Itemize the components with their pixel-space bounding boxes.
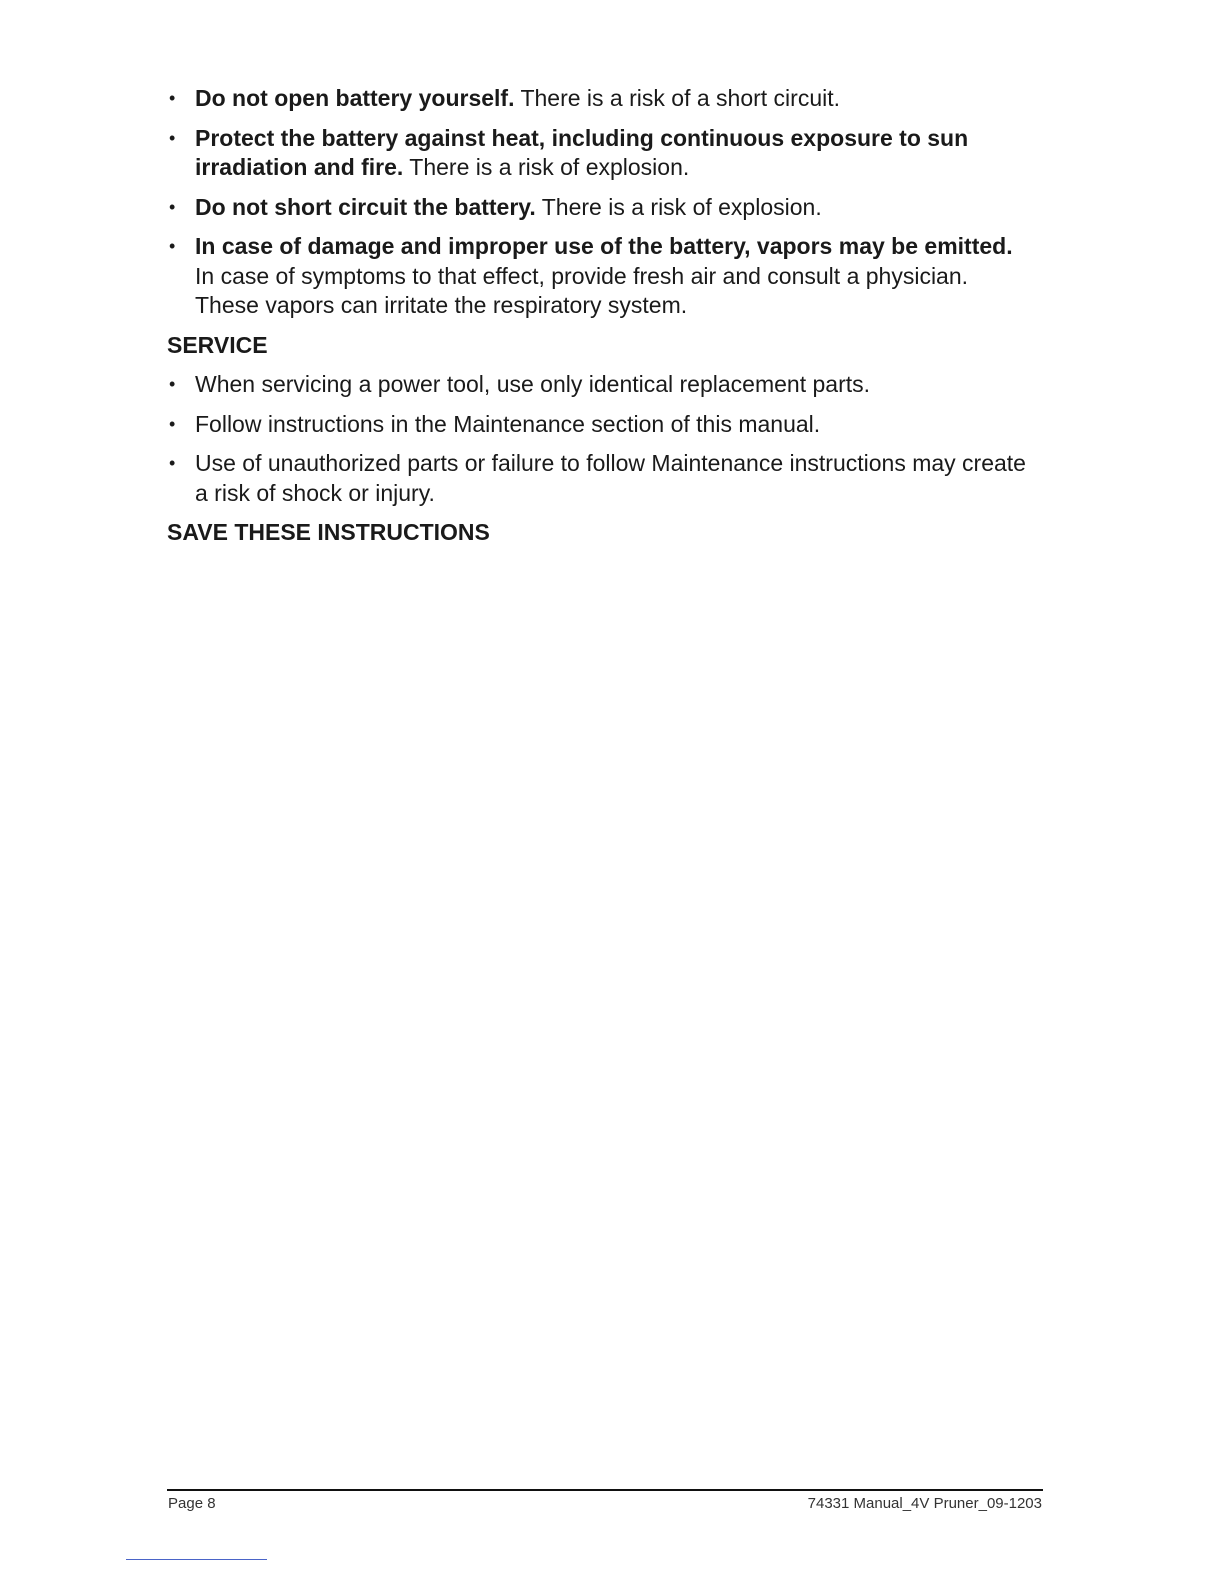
- list-item: [167, 84, 1037, 114]
- service-item-text: Follow instructions in the Maintenance section of this manual.: [195, 410, 821, 437]
- document-id: 74331 Manual_4V Pruner_09-1203: [807, 1495, 1042, 1512]
- bullet-icon: •: [169, 413, 176, 434]
- list-item: [167, 410, 1037, 440]
- list-item: [167, 232, 1037, 321]
- warning-text: There is a risk of a short circuit.: [514, 85, 840, 111]
- link-underline: [126, 1559, 267, 1560]
- service-list: [167, 370, 1037, 508]
- battery-warnings-list: [167, 84, 1037, 321]
- page-content: [167, 84, 1037, 558]
- service-item-text: Use of unauthorized parts or failure to follow Maintenance instructions may create a risk of shock or injury.: [195, 450, 1026, 506]
- bullet-icon: •: [169, 127, 176, 148]
- warning-bold: In case of damage and improper use of the battery, vapors may be emitted.: [195, 233, 1013, 259]
- save-instructions-heading: SAVE THESE INSTRUCTIONS: [167, 519, 490, 545]
- warning-text: There is a risk of explosion.: [535, 193, 822, 220]
- bullet-icon: •: [169, 453, 176, 473]
- bullet-icon: •: [169, 236, 176, 256]
- warning-text: There is a risk of explosion.: [403, 154, 690, 180]
- service-item-text: When servicing a power tool, use only identical replacement parts.: [195, 371, 871, 397]
- warning-bold: Do not short circuit the battery.: [195, 193, 536, 220]
- bullet-icon: •: [169, 88, 176, 108]
- service-heading: SERVICE: [167, 331, 268, 358]
- list-item: [167, 449, 1037, 508]
- page-number: Page 8: [168, 1495, 216, 1512]
- footer-divider: [167, 1489, 1043, 1491]
- list-item: [167, 370, 1037, 400]
- warning-bold: Do not open battery yourself.: [195, 85, 515, 111]
- bullet-icon: •: [169, 196, 176, 217]
- warning-text: In case of symptoms to that effect, provide fresh air and consult a physician. These vapors can irritate the respiratory system.: [195, 262, 969, 318]
- list-item: [167, 193, 1037, 223]
- warning-bold: Protect the battery against heat, including continuous exposure to sun irradiation and fire.: [195, 124, 969, 180]
- bullet-icon: •: [169, 374, 176, 394]
- list-item: [167, 124, 1037, 183]
